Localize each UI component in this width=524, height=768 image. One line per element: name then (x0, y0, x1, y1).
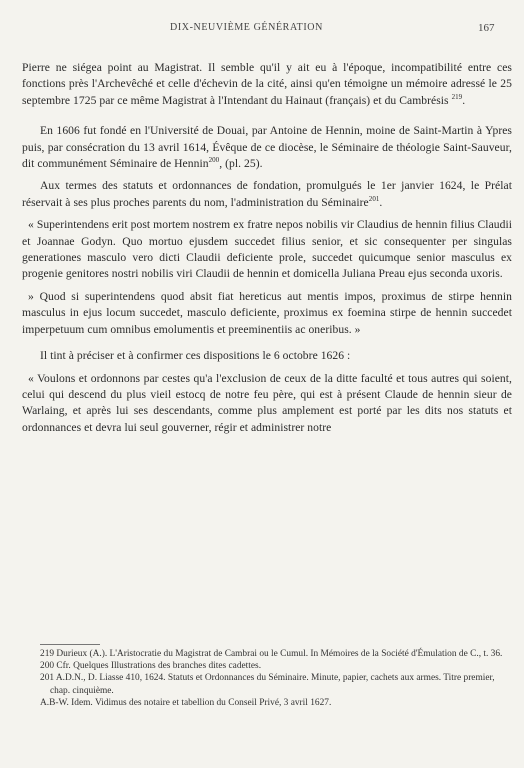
page-header (0, 22, 524, 38)
footnote-200: 200 Cfr. Quelques Illustrations des branches dites cadettes. (40, 661, 262, 672)
paragraph-1: Pierre ne siégea point au Magistrat. Il semble qu'il y ait eu à l'époque, incompatibilité entre ces fonctions près l'Archevêché et celle d'échevin de la cité, ainsi qu'en témoigne un mémoire adressé le 25 septembre 1725 par ce même Magistrat à l'Intendant du Hainaut (français) et du Cambrésis $^{219}$. (22, 61, 512, 107)
paragraph-2-tail: , (pl. 25). (219, 157, 263, 171)
footnote-201-continued: A.B-W. Idem. Vidimus des notaire et tabellion du Conseil Privé, 3 avril 1627. (40, 697, 332, 708)
paragraph-3-text: Aux termes des statuts et ordonnances de fondation, promulgués le 1er janvier 1624, le Prélat réservait à ses plus proches parents du nom, l'administration du Séminaire (22, 179, 512, 209)
latin-quote-1: « Superintendens erit post mortem nostrem ex fratre nepos nobilis vir Claudius de hennin filius Claudii et Joannae Godyn. Quo mortuo ejusdem succedet filius senior, et sic consequenter per singulas generationes masculo vero dicti Claudii deficiente prole, succedet quicumque senior masculus ex progenie genitores nostri nobilis viri Claudii de hennin et domicella Juliana Preau ejus seconda uxoris. (22, 218, 512, 281)
french-quote: « Voulons et ordonnons par cestes qu'a l'exclusion de ceux de la ditte faculté et tous autres qui soient, celui qui descend du plus vieil estocq de notre feu père, qui est à présent Claude de hennin sieur de Warlaing, et après lui ses descendants, comme plus amplement est porté par les dits nos statuts et ordonnances et devra lui seul gouverner, régir et administrer notre (22, 371, 512, 434)
footnotes (40, 648, 514, 709)
paragraph-1-text: Pierre ne siégea point au Magistrat. Il semble qu'il y ait eu à l'époque, incompatibilité entre ces fonctions près l'Archevêché et celle d'échevin de la cité, ainsi qu'en témoigne un mémoire adressé le 25 septembre 1725 par ce même Magistrat à l'Intendant du Hainaut (français) et du Cambrésis (22, 61, 512, 107)
page-number: 167 (478, 22, 495, 34)
footnote-ref-201: 201 (368, 194, 380, 203)
footnote-ref-219: 219 (451, 92, 463, 101)
paragraph-3-tail: . (379, 195, 383, 209)
footnote-ref-200: 200 (208, 156, 220, 165)
body-text (22, 60, 512, 442)
latin-quote-2: » Quod si superintendens quod absit fiat hereticus aut mentis impos, proximus de stirpe hennin masculus in ejus locum succedet, masculo deficiente, proximus ex foemina stirpe de hennin succedet imperpetuum cum omnibus emolumentis et preeminentiis ac oneribus. » (22, 289, 512, 336)
paragraph-3 (22, 178, 512, 211)
paragraph-4: Il tint à préciser et à confirmer ces dispositions le 6 octobre 1626 : (40, 349, 351, 363)
paragraph-2-text: En 1606 fut fondé en l'Université de Douai, par Antoine de Hennin, moine de Saint-Martin à Ypres puis, par consécration du 13 avril 1614, Évêque de ce diocèse, le Séminaire de théologie Saint-Sauveur, dit communément Séminaire de Hennin (22, 124, 512, 171)
footnote-219: 219 Durieux (A.). L'Aristocratie du Magistrat de Cambrai ou le Cumul. In Mémoires de la Société d'Émulation de C., t. 36. (40, 649, 503, 659)
footnote-201: 201 A.D.N., D. Liasse 410, 1624. Statuts et Ordonnances du Séminaire. Minute, papier, cachets aux armes. Titre premier, chap. cinquième. (40, 673, 495, 696)
paragraph-2 (22, 123, 512, 172)
running-head: DIX-NEUVIÈME GÉNÉRATION (170, 22, 323, 33)
footnote-rule (40, 644, 100, 645)
